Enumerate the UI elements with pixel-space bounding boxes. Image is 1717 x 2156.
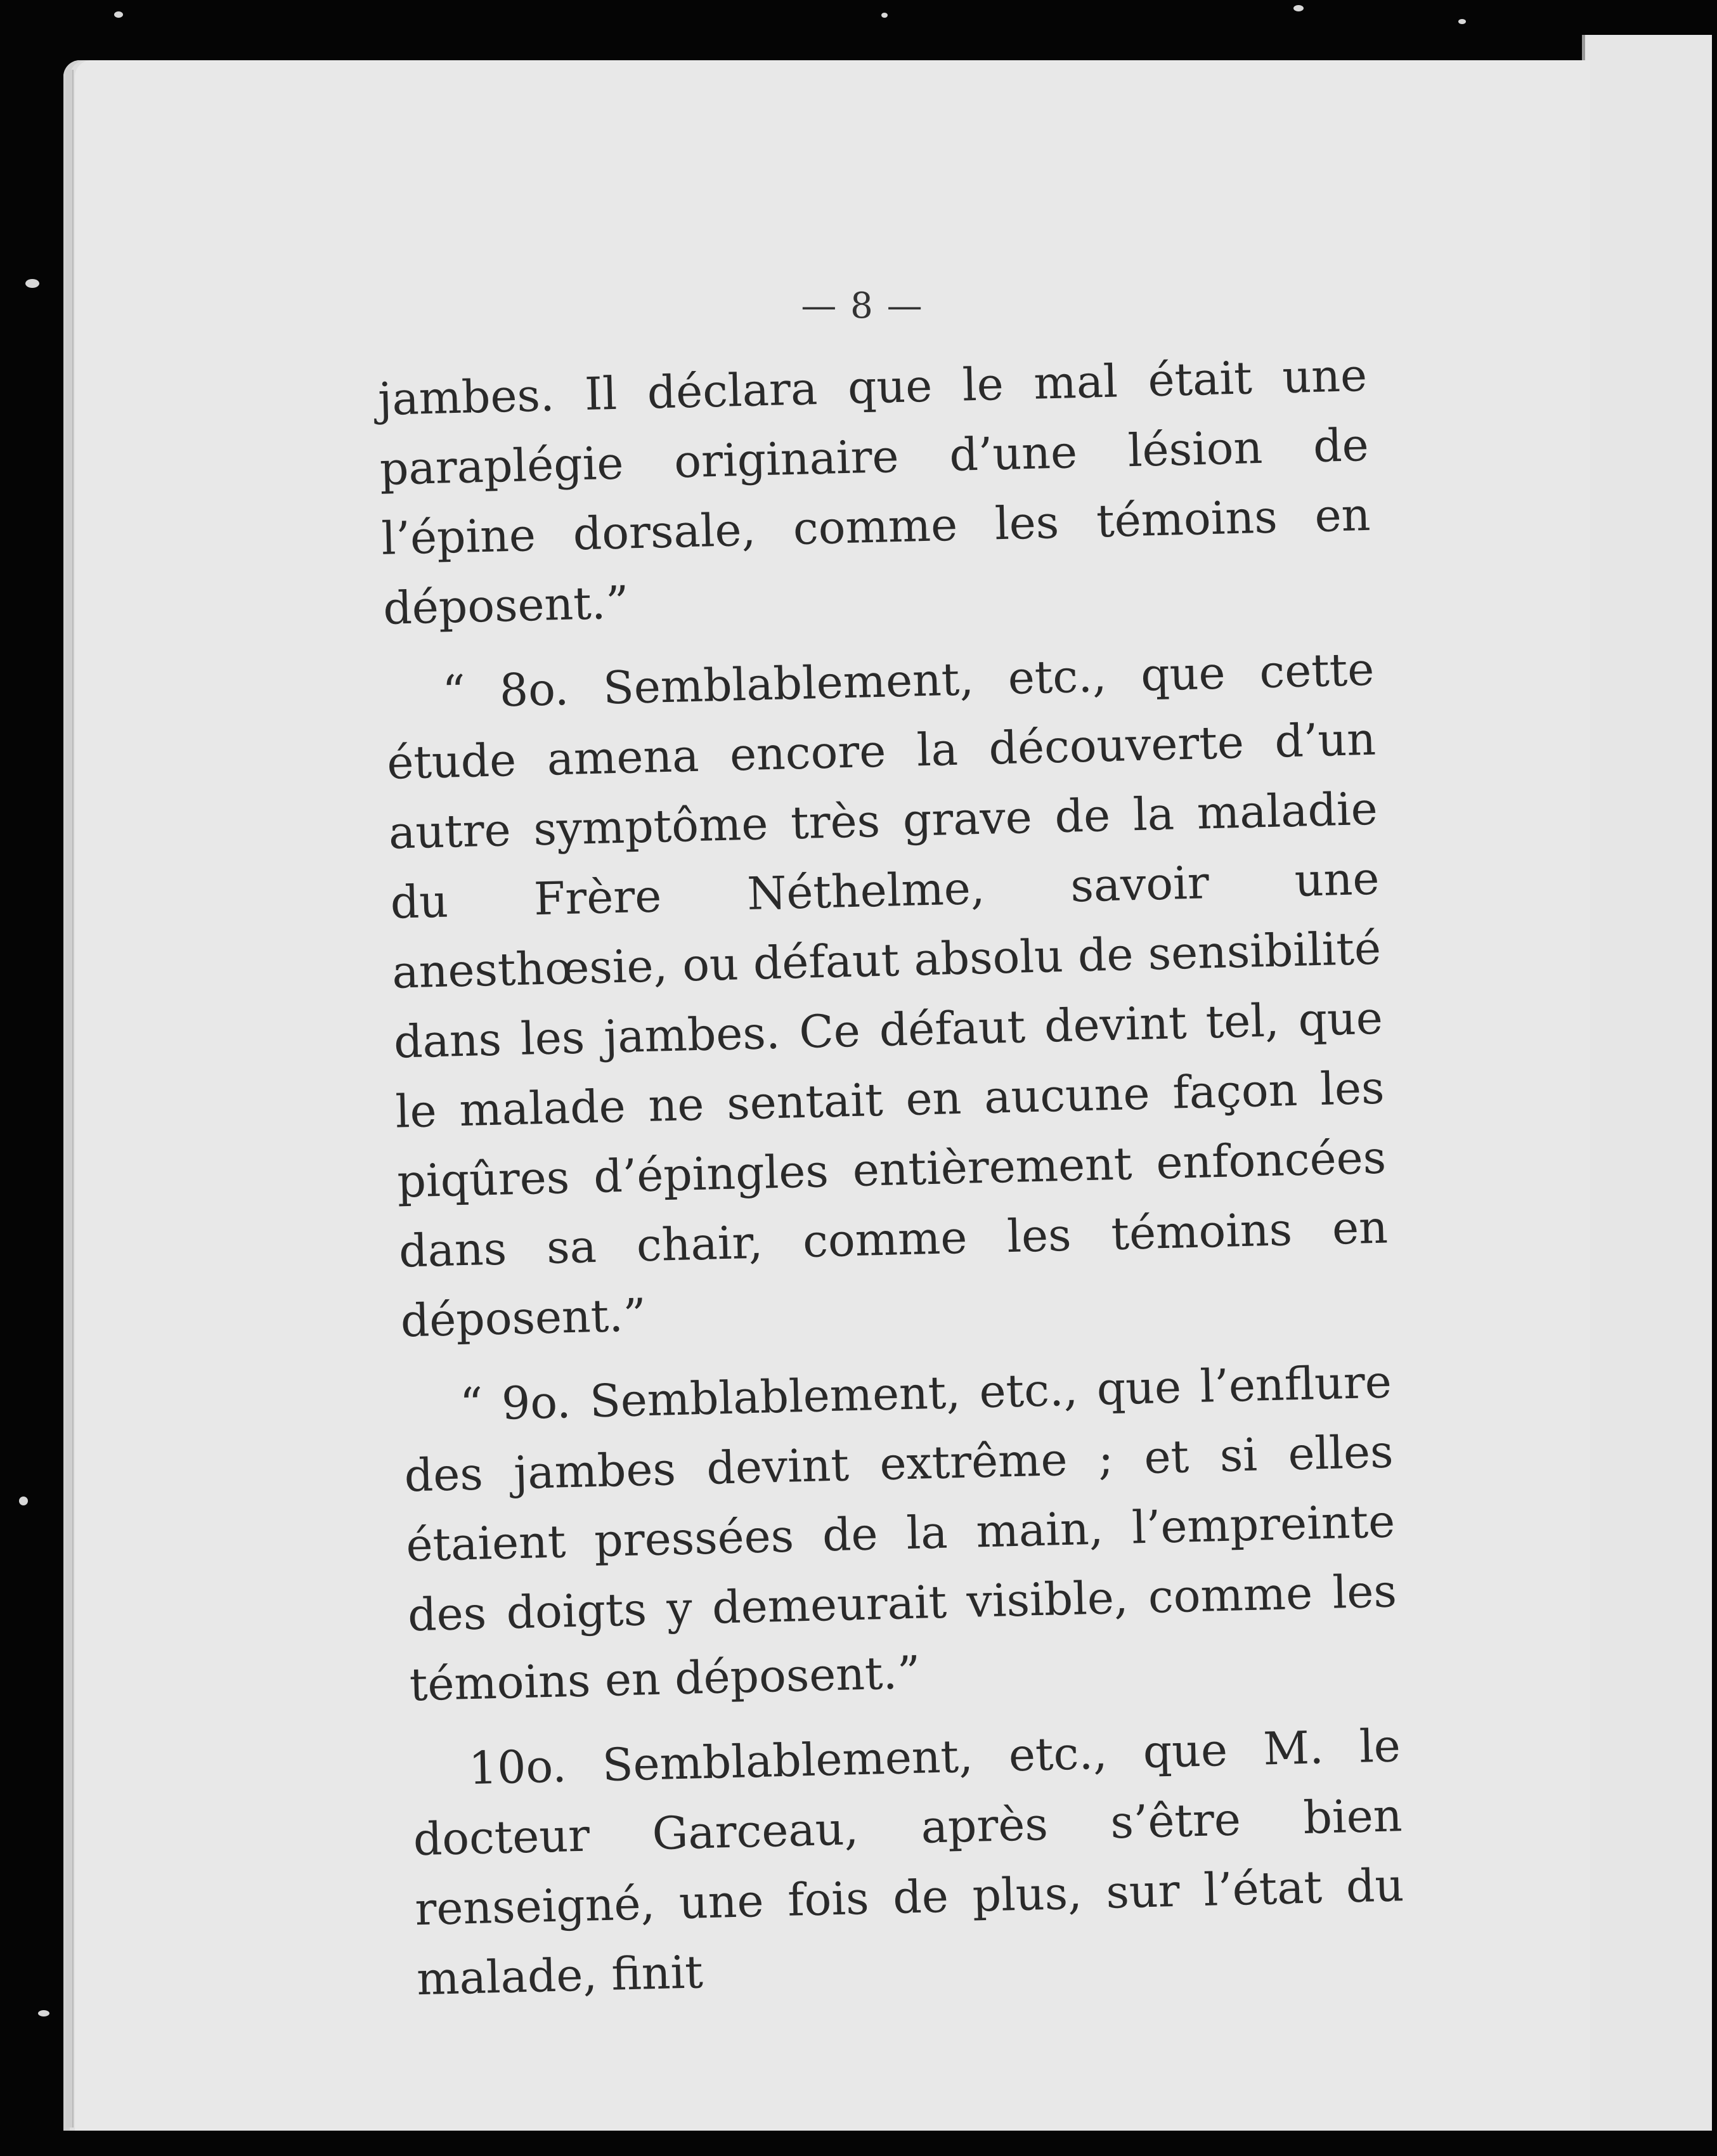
paragraph-item-10: 10o. Semblablement, etc., que M. le docteur Garceau, après s’être bien renseigné, une fois de plus, sur l’état du malade, finit <box>412 1719 1405 2006</box>
paragraph-continuation: jambes. Il déclara que le mal était une paraplégie originaire d’une lésion de l’épine dorsale, comme les témoins en déposent.” <box>377 348 1371 635</box>
body-text <box>377 341 1406 2014</box>
page-number: — 8 — <box>801 285 924 327</box>
scan-speck <box>25 279 39 288</box>
facing-page-edge <box>1582 35 1712 2131</box>
scan-speck <box>1458 19 1466 24</box>
scan-speck <box>19 1497 28 1505</box>
paragraph-item-9: “ 9o. Semblablement, etc., que l’enflure des jambes devint extrême ; et si elles étaient pressées de la main, l’empreinte des doigts y demeurait visible, comme les témoins en déposent.” <box>403 1355 1397 1711</box>
scan-speck <box>114 11 123 18</box>
page-stack-edge <box>66 70 74 2127</box>
paragraph-item-8: “ 8o. Semblablement, etc., que cette étude amena encore la découverte d’un autre symptôme très grave de la maladie du Frère Néthelme, savoir une anesthœsie, ou défaut absolu de sensibilité dans les jambes. Ce défaut devint tel, que le malade ne sentait en aucune façon les piqûres d’épingles entièrement enfoncées dans sa chair, comme les témoins en déposent.” <box>386 642 1389 1348</box>
scan-speck <box>1293 5 1304 11</box>
scan-speck <box>38 2010 49 2016</box>
scan-speck <box>881 13 888 18</box>
